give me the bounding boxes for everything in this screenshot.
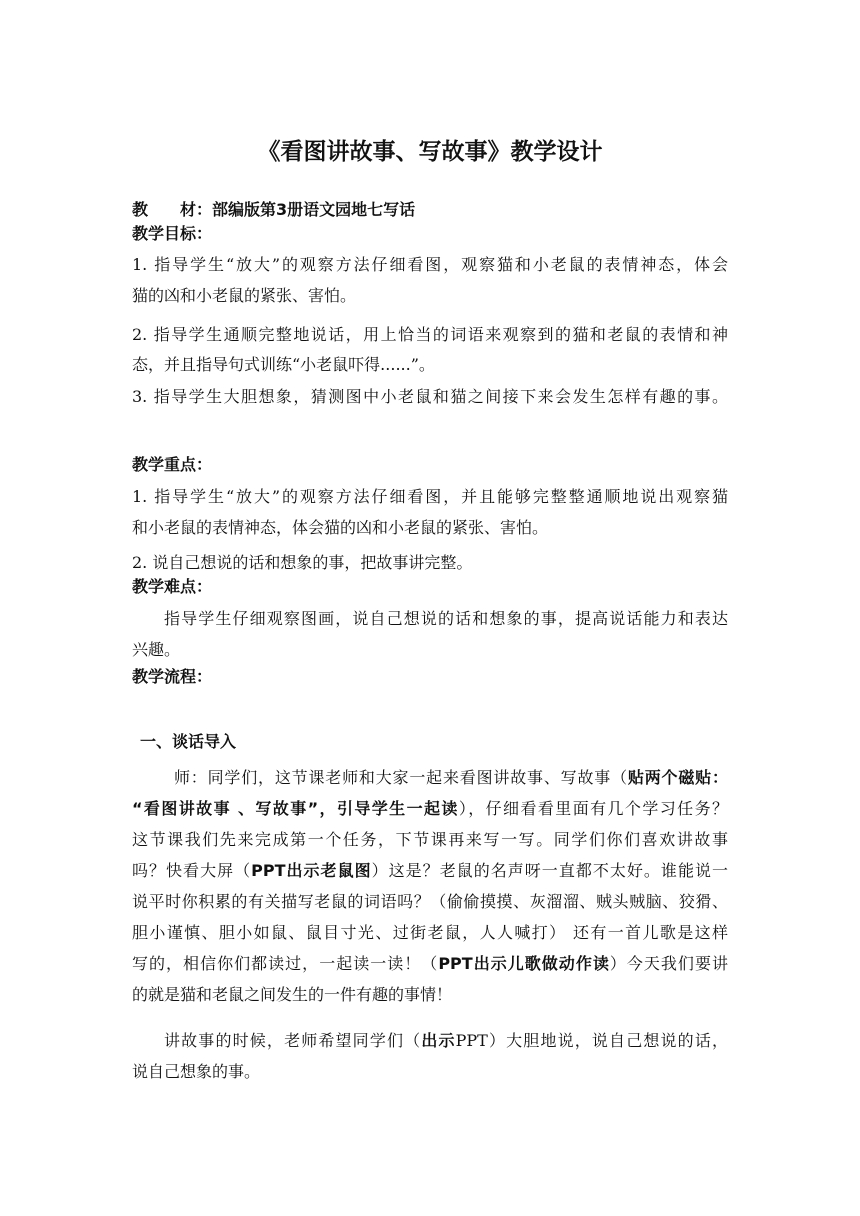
difficulties-line-1: 指导学生仔细观察图画，说自己想说的话和想象的事，提高说话能力和表达	[164, 609, 728, 628]
goal-item-2-line-2: 态，并且指导句式训练“小老鼠吓得......”。	[132, 355, 435, 374]
text-run: ）这是？老鼠的名声呀一直都不太好。谁能说一	[371, 861, 728, 880]
section-1-para-2-line-2: 说自己想象的事。	[132, 1062, 261, 1081]
text-run: 写的，相信你们都读过，一起读一读！（	[132, 954, 439, 973]
key-point-1-line-2: 和小老鼠的表情神态，体会猫的凶和小老鼠的紧张、害怕。	[132, 518, 549, 537]
material-value: 部编版第3册语文园地七写话	[212, 200, 416, 219]
difficulties-line-2: 兴趣。	[132, 640, 181, 659]
section-1-para-1-line-3: 这节课我们先来完成第一个任务，下节课再来写一写。同学们你们喜欢讲故事	[132, 830, 728, 849]
bold-note: 贴两个磁贴：	[627, 768, 728, 787]
text-run: 吗？快看大屏（	[132, 861, 252, 880]
section-1-para-1-line-8: 的就是猫和老鼠之间发生的一件有趣的事情！	[132, 985, 453, 1004]
goal-item-3: 3. 指导学生大胆想象，猜测图中小老鼠和猫之间接下来会发生怎样有趣的事。	[132, 387, 728, 406]
difficulties-heading: 教学难点：	[132, 577, 213, 596]
bold-note: “看图讲故事 、写故事”，引导学生一起读	[132, 799, 459, 818]
key-point-1-line-1: 1. 指导学生“放大”的观察方法仔细看图，并且能够完整整通顺地说出观察猫	[132, 487, 728, 506]
key-points-heading: 教学重点：	[132, 455, 213, 474]
section-1-para-1-line-2	[132, 796, 728, 819]
section-1-para-1-line-4	[132, 858, 728, 881]
text-run: ）今天我们要讲	[609, 954, 728, 973]
section-1-para-1-line-6: 胆小谨慎、胆小如鼠、鼠目寸光、过街老鼠，人人喊打） 还有一首儿歌是这样	[132, 923, 728, 942]
text-run: 师：同学们，这节课老师和大家一起来看图讲故事、写故事（	[174, 768, 628, 787]
goal-item-2-line-1: 2. 指导学生通顺完整地说话，用上恰当的词语来观察到的猫和老鼠的表情和神	[132, 325, 728, 344]
section-1-para-2-line-1	[164, 1028, 728, 1051]
bold-note: PPT出示儿歌做动作读	[438, 954, 610, 973]
text-run: PPT）大胆地说，说自己想说的话，	[455, 1031, 728, 1050]
bold-note: 出示	[421, 1031, 456, 1050]
goal-item-1-line-2: 猫的凶和小老鼠的紧张、害怕。	[132, 286, 357, 305]
material-line	[132, 197, 415, 220]
document-title: 《看图讲故事、写故事》教学设计	[257, 139, 603, 165]
goals-heading: 教学目标：	[132, 224, 213, 243]
bold-note: PPT出示老鼠图	[251, 861, 372, 880]
goal-item-1-line-1: 1. 指导学生“放大”的观察方法仔细看图，观察猫和小老鼠的表情神态，体会	[132, 255, 728, 274]
section-1-para-1-line-5: 说平时你积累的有关描写老鼠的词语吗？（偷偷摸摸、灰溜溜、贼头贼脑、狡猾、	[132, 892, 728, 911]
text-run: ），仔细看看里面有几个学习任务？	[458, 799, 728, 818]
section-1-para-1-line-1	[174, 765, 728, 788]
process-heading: 教学流程：	[132, 667, 213, 686]
section-1-para-1-line-7	[132, 951, 728, 974]
key-point-2: 2. 说自己想说的话和想象的事，把故事讲完整。	[132, 553, 473, 572]
section-1-heading: 一、谈话导入	[140, 732, 237, 751]
material-label: 教 材：	[132, 200, 213, 219]
text-run: 讲故事的时候，老师希望同学们（	[164, 1031, 422, 1050]
